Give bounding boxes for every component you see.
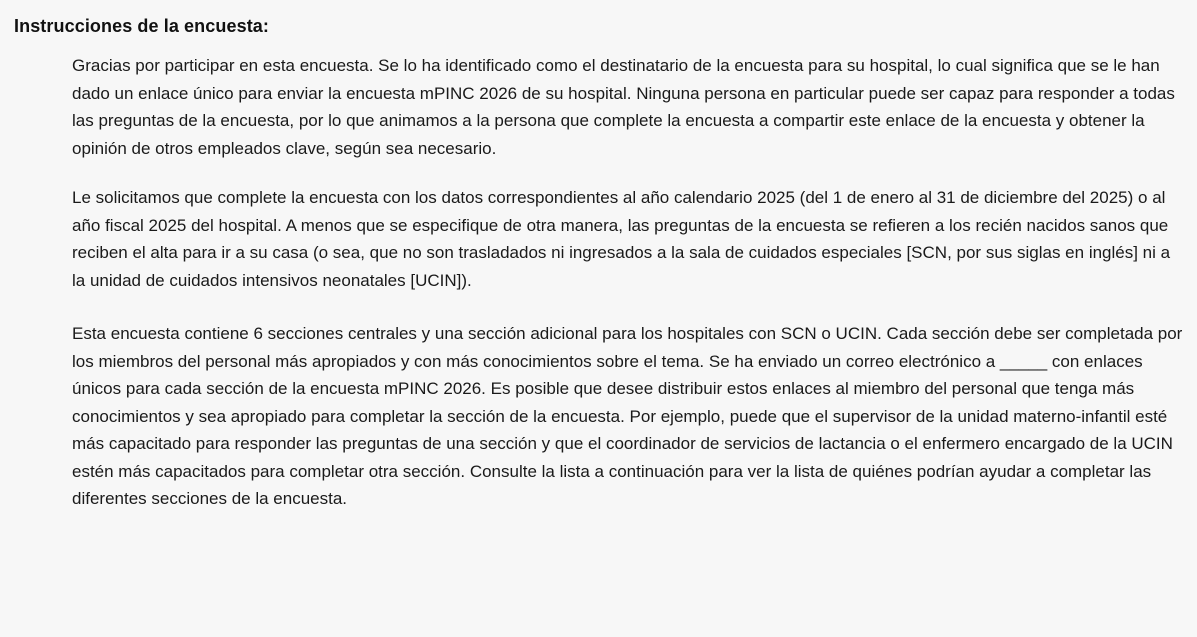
page-title: Instrucciones de la encuesta: bbox=[14, 16, 269, 36]
instructions-paragraph-1: Gracias por participar en esta encuesta. Se lo ha identificado como el destinatario de la encuesta para su hospital, lo cual significa que se le han dado un enlace único para enviar la encuesta mPINC 2026 de su hospital. Ninguna persona en particular puede ser capaz para responder a todas las preguntas de la encuesta, por lo que animamos a la persona que complete la encuesta a compartir este enlace de la encuesta y obtener la opinión de otros empleados clave, según sea necesario. bbox=[72, 56, 1175, 158]
instructions-paragraph-2: Le solicitamos que complete la encuesta con los datos correspondientes al año calendario 2025 (del 1 de enero al 31 de diciembre del 2025) o al año fiscal 2025 del hospital. A menos que se especifique de otra manera, las preguntas de la encuesta se refieren a los recién nacidos sanos que reciben el alta para ir a su casa (o sea, que no son trasladados ni ingresados a la sala de cuidados especiales [SCN, por sus siglas en inglés] ni a la unidad de cuidados intensivos neonatales [UCIN]). bbox=[72, 188, 1171, 290]
instructions-paragraph-3: Esta encuesta contiene 6 secciones centrales y una sección adicional para los hospitales con SCN o UCIN. Cada sección debe ser completada por los miembros del personal más apropiados y con más conocimientos sobre el tema. Se ha enviado un correo electrónico a _____ con enlaces únicos para cada sección de la encuesta mPINC 2026. Es posible que desee distribuir estos enlaces al miembro del personal que tenga más conocimientos y sea apropiado para completar la sección de la encuesta. Por ejemplo, puede que el supervisor de la unidad materno-infantil esté más capacitado para responder las preguntas de una sección y que el coordinador de servicios de lactancia o el enfermero encargado de la UCIN estén más capacitados para completar otra sección. Consulte la lista a continuación para ver la lista de quiénes podrían ayudar a completar las diferentes secciones de la encuesta. bbox=[72, 324, 1183, 509]
instructions-body bbox=[72, 52, 1185, 513]
